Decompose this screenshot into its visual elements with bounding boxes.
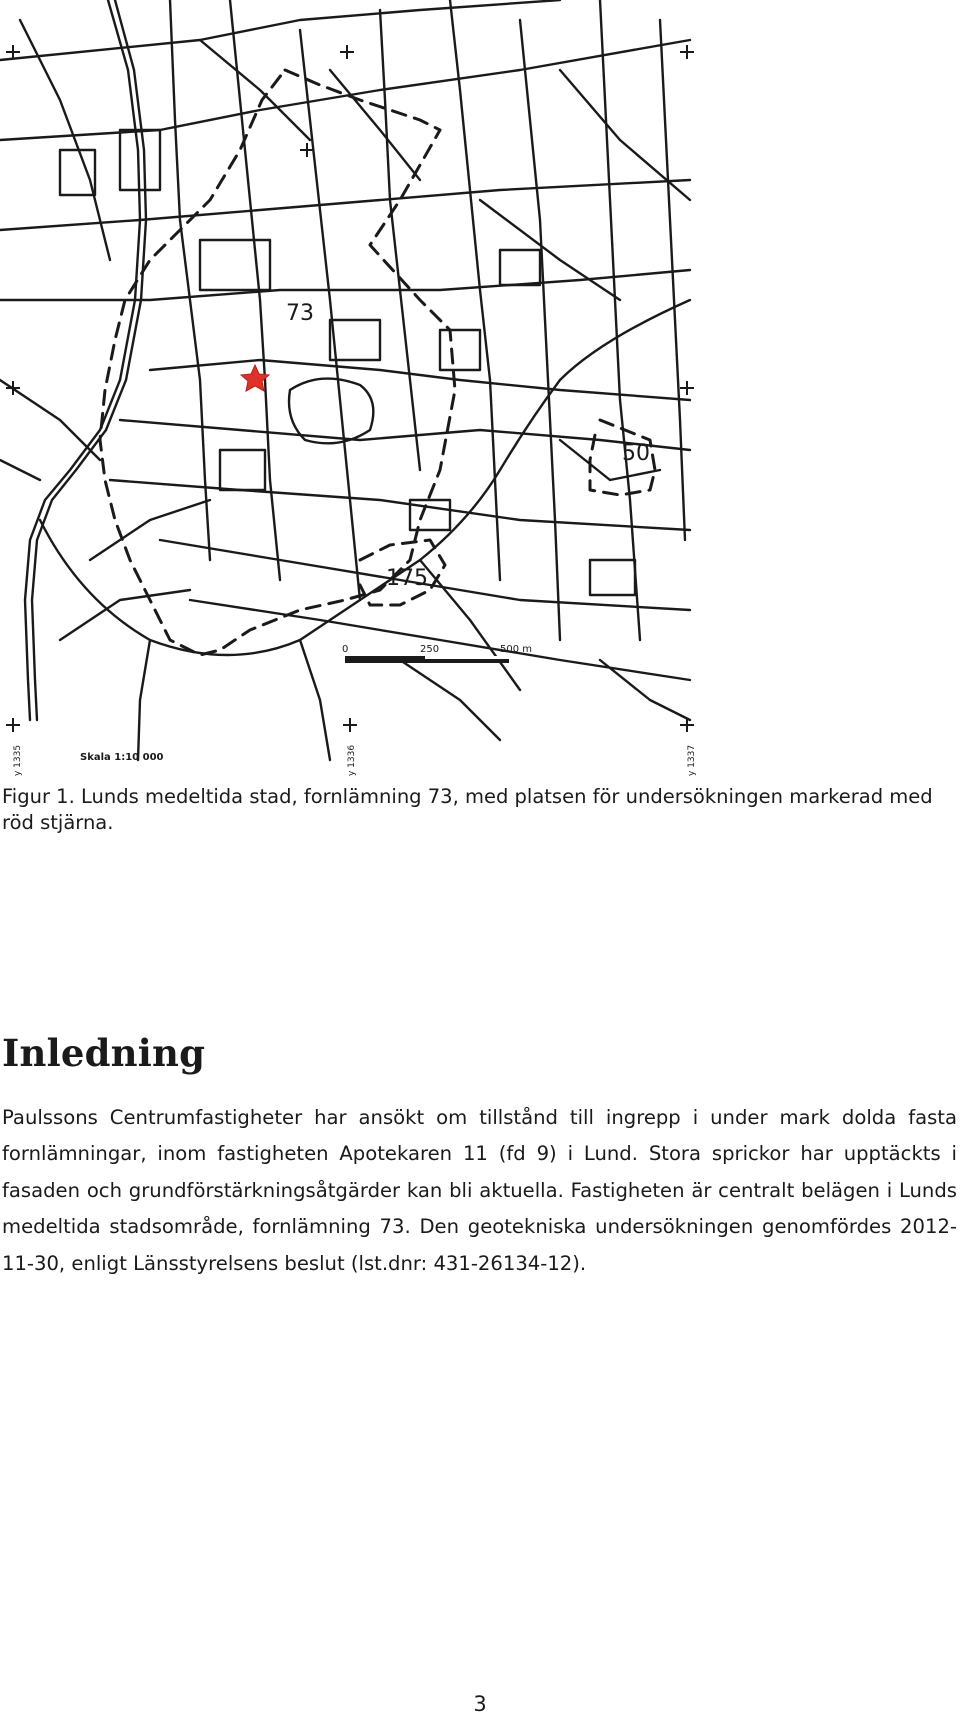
- city-map-figure: [0, 0, 710, 780]
- boundary-lines: [100, 70, 655, 655]
- section-heading: Inledning: [2, 1030, 206, 1075]
- street-map: [0, 0, 710, 780]
- scale-text: Skala 1:10 000: [80, 752, 164, 763]
- grid-label-1336: y 1336: [347, 744, 357, 776]
- map-label-175: 175: [386, 566, 428, 591]
- scale-tick-0: 0: [342, 644, 349, 655]
- map-label-73: 73: [286, 301, 314, 326]
- scale-bar: [342, 644, 532, 663]
- grid-label-1337: y 1337: [687, 744, 697, 776]
- map-label-50: 50: [622, 441, 650, 466]
- page-number: 3: [473, 1692, 487, 1716]
- grid-crosses: [6, 45, 694, 732]
- scale-tick-500: 500 m: [500, 644, 533, 655]
- intro-paragraph: Paulssons Centrumfastigheter har ansökt om tillstånd till ingrepp i under mark dolda fasta fornlämningar, inom fastigheten Apotekaren 11 (fd 9) i Lund. Stora sprickor har upptäckts i fasaden och grundförstärkningsåtgärder kan bli aktuella. Fastigheten är centralt belägen i Lunds medeltida stadsområde, fornlämning 73. Den geotekniska undersökningen genomfördes 2012-11-30, enligt Länsstyrelsens beslut (lst.dnr: 431-26134-12).: [2, 1105, 957, 1275]
- grid-label-1335: y 1335: [13, 744, 23, 776]
- figure-caption: Figur 1. Lunds medeltida stad, fornlämning 73, med platsen för undersökningen markerad med röd stjärna.: [2, 785, 933, 834]
- scale-tick-250: 250: [420, 644, 440, 655]
